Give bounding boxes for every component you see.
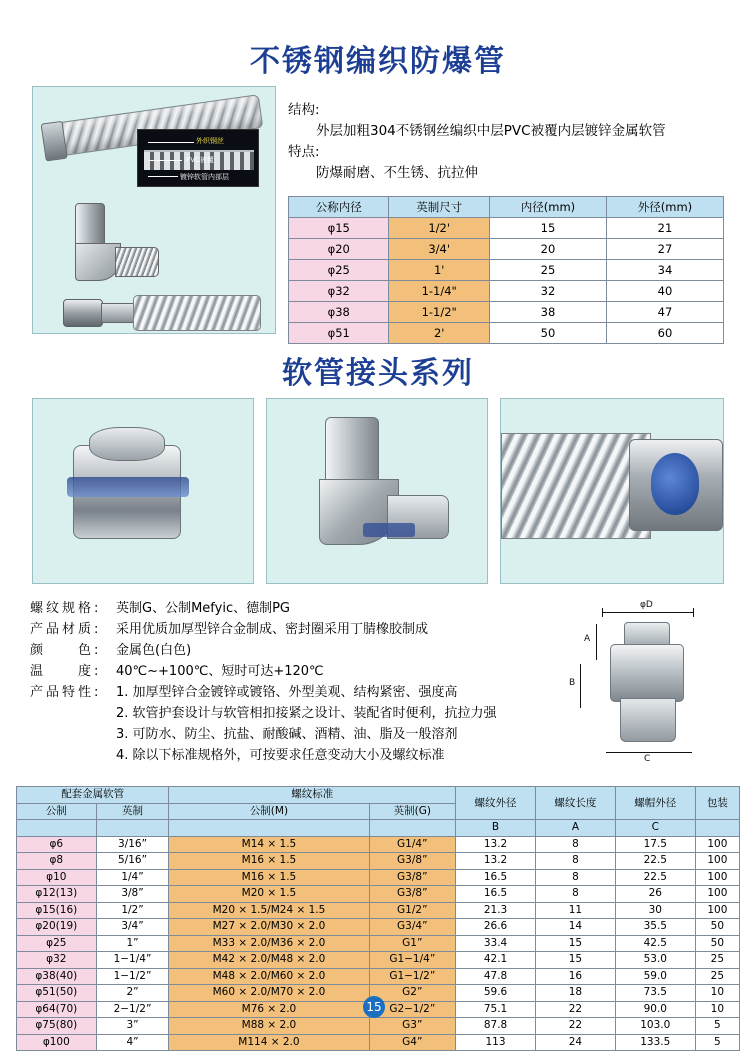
th-metric: 公制	[17, 803, 97, 820]
elbow-hose-part	[115, 247, 159, 277]
cell-c: 35.5	[615, 919, 695, 936]
cell-imperial: 5/16”	[96, 853, 169, 870]
cell-c: 22.5	[615, 869, 695, 886]
cell-metric: φ32	[17, 952, 97, 969]
cell-thread-imperial: G1”	[369, 935, 456, 952]
spec-value-temperature: 40℃~+100℃、短时可达+120℃	[116, 664, 324, 680]
cell-od: 60	[606, 323, 723, 344]
product-photo-hose-assembly	[500, 398, 724, 584]
cell-imperial: 4”	[96, 1034, 169, 1051]
cell-c: 59.0	[615, 968, 695, 985]
connector-collar	[89, 427, 165, 461]
spec-value-characteristics-2: 2. 软管护套设计与软管相扣接紧之设计、装配省时便利，抗拉力强	[116, 706, 497, 722]
cell-imperial: 1/2”	[96, 902, 169, 919]
dim-label-b: B	[569, 678, 576, 688]
th-inner-diameter: 内径(mm)	[489, 197, 606, 218]
spec-row-temperature	[30, 661, 570, 682]
cell-thread-metric: M60 × 2.0/M70 × 2.0	[169, 985, 369, 1002]
cell-id: 50	[489, 323, 606, 344]
cell-thread-metric: M20 × 1.5	[169, 886, 369, 903]
dim-line-a	[596, 624, 597, 660]
cell-packing: 100	[695, 902, 739, 919]
cell-packing: 50	[695, 935, 739, 952]
cell-imperial: 1-1/2"	[389, 302, 489, 323]
cell-imperial: 1/4”	[96, 869, 169, 886]
cell-a: 24	[535, 1034, 615, 1051]
cell-imperial: 3/16”	[96, 836, 169, 853]
cell-imperial: 3/4'	[389, 239, 489, 260]
cell-nominal: φ38	[289, 302, 389, 323]
cell-imperial: 2−1/2”	[96, 1001, 169, 1018]
spec-value-characteristics-1: 1. 加厚型锌合金镀锌或镀铬、外型美观、结构紧密、强度高	[116, 685, 458, 701]
cell-thread-metric: M16 × 1.5	[169, 869, 369, 886]
cell-packing: 100	[695, 886, 739, 903]
table-row	[17, 886, 740, 903]
cell-c: 30	[615, 902, 695, 919]
cell-od: 34	[606, 260, 723, 281]
table-row	[289, 218, 724, 239]
cell-b: 47.8	[456, 968, 536, 985]
cutaway-diagram	[137, 129, 259, 187]
dim-label-c: C	[644, 754, 651, 764]
table-row	[17, 919, 740, 936]
cell-imperial: 1−1/4”	[96, 952, 169, 969]
spec-value-color: 金属色(白色)	[116, 643, 192, 659]
cell-id: 38	[489, 302, 606, 323]
callout-line-mid	[148, 160, 182, 161]
cell-c: 53.0	[615, 952, 695, 969]
cell-id: 20	[489, 239, 606, 260]
dimension-drawing	[566, 600, 742, 768]
cell-packing: 10	[695, 985, 739, 1002]
table-row	[17, 968, 740, 985]
cell-b: 87.8	[456, 1018, 536, 1035]
structure-text: 外层加粗304不锈钢丝编织中层PVC被覆内层镀锌金属软管	[316, 122, 666, 139]
cell-thread-imperial: G1/4”	[369, 836, 456, 853]
spec-key-temperature: 温 度:	[30, 664, 102, 680]
cell-metric: φ75(80)	[17, 1018, 97, 1035]
cell-c: 103.0	[615, 1018, 695, 1035]
structure-label: 结构:	[288, 102, 320, 118]
drawing-body	[620, 698, 676, 742]
cell-metric: φ10	[17, 869, 97, 886]
spec-value-characteristics-4: 4. 除以下标准规格外，可按要求任意变动大小及螺纹标准	[116, 748, 445, 764]
cell-thread-metric: M33 × 2.0/M36 × 2.0	[169, 935, 369, 952]
cell-b: 26.6	[456, 919, 536, 936]
th-thread-imperial: 英制(G)	[369, 803, 456, 820]
table-row	[17, 935, 740, 952]
table-row	[289, 302, 724, 323]
cell-metric: φ12(13)	[17, 886, 97, 903]
page-number-badge: 15	[363, 996, 385, 1018]
dim-tick-right	[693, 608, 694, 617]
cell-b: 13.2	[456, 853, 536, 870]
cell-od: 47	[606, 302, 723, 323]
cell-c: 22.5	[615, 853, 695, 870]
cell-imperial: 1'	[389, 260, 489, 281]
spec-key-color: 颜 色:	[30, 643, 102, 659]
dim-tick-left	[602, 608, 603, 617]
cell-thread-metric: M114 × 2.0	[169, 1034, 369, 1051]
table-row	[17, 1034, 740, 1051]
spec-key-material: 产品材质:	[30, 622, 102, 638]
cell-thread-imperial: G2−1/2”	[369, 1001, 456, 1018]
cell-imperial: 3”	[96, 1018, 169, 1035]
cutaway-label-mid: PVC被覆	[186, 156, 214, 164]
cell-nominal: φ20	[289, 239, 389, 260]
spec-row-material	[30, 619, 570, 640]
cell-b: 59.6	[456, 985, 536, 1002]
cell-thread-metric: M16 × 1.5	[169, 853, 369, 870]
cell-id: 25	[489, 260, 606, 281]
elbow-seal-ring	[363, 523, 415, 537]
spec-value-material: 采用优质加厚型锌合金制成、密封圈采用丁腈橡胶制成	[116, 622, 429, 638]
product-photo-elbow-connector	[266, 398, 488, 584]
cell-od: 27	[606, 239, 723, 260]
cell-a: 18	[535, 985, 615, 1002]
cell-a: 22	[535, 1001, 615, 1018]
cell-metric: φ100	[17, 1034, 97, 1051]
th-outer-diameter: 外径(mm)	[606, 197, 723, 218]
cell-packing: 25	[695, 968, 739, 985]
product-photo-straight-connector	[32, 398, 254, 584]
cell-thread-metric: M14 × 1.5	[169, 836, 369, 853]
cell-a: 15	[535, 935, 615, 952]
table-row	[289, 239, 724, 260]
cell-thread-imperial: G1−1/4”	[369, 952, 456, 969]
table-group-header-row	[17, 787, 740, 804]
cell-imperial: 1”	[96, 935, 169, 952]
cell-metric: φ64(70)	[17, 1001, 97, 1018]
cell-a: 8	[535, 886, 615, 903]
th-blank-1	[17, 820, 97, 837]
th-nominal-diameter: 公称内径	[289, 197, 389, 218]
cell-packing: 100	[695, 869, 739, 886]
cell-b: 16.5	[456, 886, 536, 903]
cell-b: 13.2	[456, 836, 536, 853]
table-row	[17, 952, 740, 969]
spec-row-thread	[30, 598, 570, 619]
page-title-secondary: 软管接头系列	[282, 356, 474, 391]
cell-thread-metric: M48 × 2.0/M60 × 2.0	[169, 968, 369, 985]
cell-imperial: 1-1/4"	[389, 281, 489, 302]
cell-a: 8	[535, 836, 615, 853]
cell-id: 15	[489, 218, 606, 239]
cell-metric: φ38(40)	[17, 968, 97, 985]
cell-thread-imperial: G2”	[369, 985, 456, 1002]
table-dim-header-row	[17, 820, 740, 837]
th-blank-3	[169, 820, 369, 837]
cell-id: 32	[489, 281, 606, 302]
cell-od: 40	[606, 281, 723, 302]
th-group-thread-length: 螺纹长度	[535, 787, 615, 820]
cell-packing: 5	[695, 1018, 739, 1035]
cell-packing: 10	[695, 1001, 739, 1018]
spec-row-color	[30, 640, 570, 661]
cell-a: 8	[535, 869, 615, 886]
th-dim-c: C	[615, 820, 695, 837]
th-imperial-size: 英制尺寸	[389, 197, 489, 218]
cell-imperial: 2'	[389, 323, 489, 344]
cell-c: 133.5	[615, 1034, 695, 1051]
cell-metric: φ6	[17, 836, 97, 853]
spec-key-characteristics: 产品特性:	[30, 685, 102, 701]
cell-nominal: φ15	[289, 218, 389, 239]
table-row	[289, 281, 724, 302]
cell-thread-imperial: G3/8”	[369, 886, 456, 903]
cell-od: 21	[606, 218, 723, 239]
features-label: 特点:	[288, 143, 320, 160]
cell-b: 42.1	[456, 952, 536, 969]
dim-line-c	[606, 752, 692, 753]
cell-thread-imperial: G4”	[369, 1034, 456, 1051]
fitting-body	[101, 303, 135, 323]
cutaway-label-outer: 外织钢丝	[196, 137, 224, 145]
cell-nominal: φ25	[289, 260, 389, 281]
connector-seal-ring	[67, 477, 189, 497]
th-thread-metric: 公制(M)	[169, 803, 369, 820]
cell-thread-metric: M76 × 2.0	[169, 1001, 369, 1018]
cell-metric: φ51(50)	[17, 985, 97, 1002]
hose-size-table	[288, 196, 724, 344]
cell-packing: 100	[695, 836, 739, 853]
th-blank-2	[96, 820, 169, 837]
table-row	[17, 1018, 740, 1035]
callout-line-outer	[148, 142, 194, 143]
cell-packing: 50	[695, 919, 739, 936]
cell-metric: φ20(19)	[17, 919, 97, 936]
spec-value-characteristics-3: 3. 可防水、防尘、抗盐、耐酸碱、酒精、油、脂及一般溶剂	[116, 727, 458, 743]
cell-thread-imperial: G3/8”	[369, 869, 456, 886]
cell-metric: φ25	[17, 935, 97, 952]
th-blank-4	[369, 820, 456, 837]
cell-c: 90.0	[615, 1001, 695, 1018]
dim-line-d	[602, 612, 694, 613]
hose-end-fitting	[41, 121, 68, 162]
cell-imperial: 3/8”	[96, 886, 169, 903]
drawing-nut	[610, 644, 684, 702]
cutaway-label-inner: 镀锌软管内部层	[180, 173, 229, 181]
cell-thread-metric: M88 × 2.0	[169, 1018, 369, 1035]
page-title-main: 不锈钢编织防爆管	[250, 44, 506, 79]
spec-key-thread: 螺纹规格:	[30, 601, 102, 616]
cell-nominal: φ32	[289, 281, 389, 302]
cell-metric: φ8	[17, 853, 97, 870]
th-group-thread-standard: 螺纹标准	[169, 787, 456, 804]
th-group-nut-od: 螺帽外径	[615, 787, 695, 820]
dim-line-b	[580, 664, 581, 708]
th-group-packing: 包装	[695, 787, 739, 820]
cell-a: 8	[535, 853, 615, 870]
straight-fitting-image	[63, 293, 263, 333]
cell-c: 73.5	[615, 985, 695, 1002]
elbow-fitting-image	[69, 203, 161, 281]
cell-thread-metric: M20 × 1.5/M24 × 1.5	[169, 902, 369, 919]
th-dim-b: B	[456, 820, 536, 837]
cell-b: 75.1	[456, 1001, 536, 1018]
cell-thread-metric: M27 × 2.0/M30 × 2.0	[169, 919, 369, 936]
cell-thread-imperial: G1−1/2”	[369, 968, 456, 985]
cell-a: 16	[535, 968, 615, 985]
fitting-hose	[133, 295, 261, 331]
cell-a: 22	[535, 1018, 615, 1035]
cell-b: 33.4	[456, 935, 536, 952]
cell-c: 17.5	[615, 836, 695, 853]
cell-thread-imperial: G3/8”	[369, 853, 456, 870]
cell-packing: 100	[695, 853, 739, 870]
assembly-seal-ring	[651, 453, 699, 515]
cell-imperial: 1/2'	[389, 218, 489, 239]
table-row	[17, 869, 740, 886]
th-imperial: 英制	[96, 803, 169, 820]
cell-b: 21.3	[456, 902, 536, 919]
table-row	[17, 836, 740, 853]
cell-a: 15	[535, 952, 615, 969]
spec-row-characteristics	[30, 682, 570, 703]
cell-thread-imperial: G3”	[369, 1018, 456, 1035]
table-row	[289, 260, 724, 281]
callout-line-inner	[148, 176, 178, 177]
th-group-hose: 配套金属软管	[17, 787, 169, 804]
cell-thread-imperial: G1/2”	[369, 902, 456, 919]
table-header-row	[289, 197, 724, 218]
table-row	[289, 323, 724, 344]
cell-b: 16.5	[456, 869, 536, 886]
cell-metric: φ15(16)	[17, 902, 97, 919]
specification-list	[30, 598, 570, 766]
th-dim-blank	[695, 820, 739, 837]
product-photo-braided-hose	[32, 86, 276, 334]
cell-thread-imperial: G3/4”	[369, 919, 456, 936]
cell-c: 26	[615, 886, 695, 903]
spec-value-thread: 英制G、公制Mefyic、德制PG	[116, 601, 291, 616]
cell-imperial: 3/4”	[96, 919, 169, 936]
cell-b: 113	[456, 1034, 536, 1051]
cell-packing: 25	[695, 952, 739, 969]
th-group-thread-od: 螺纹外径	[456, 787, 536, 820]
th-dim-a: A	[535, 820, 615, 837]
fitting-nut	[63, 299, 103, 327]
table-row	[17, 853, 740, 870]
cell-imperial: 1−1/2”	[96, 968, 169, 985]
cell-thread-metric: M42 × 2.0/M48 × 2.0	[169, 952, 369, 969]
cell-c: 42.5	[615, 935, 695, 952]
structure-description	[288, 100, 736, 184]
cell-a: 14	[535, 919, 615, 936]
dim-label-a: A	[584, 634, 591, 644]
cell-imperial: 2”	[96, 985, 169, 1002]
cell-a: 11	[535, 902, 615, 919]
dim-label-d: φD	[640, 600, 653, 610]
features-text: 防爆耐磨、不生锈、抗拉伸	[316, 164, 478, 181]
cell-packing: 5	[695, 1034, 739, 1051]
cell-nominal: φ51	[289, 323, 389, 344]
table-row	[17, 902, 740, 919]
